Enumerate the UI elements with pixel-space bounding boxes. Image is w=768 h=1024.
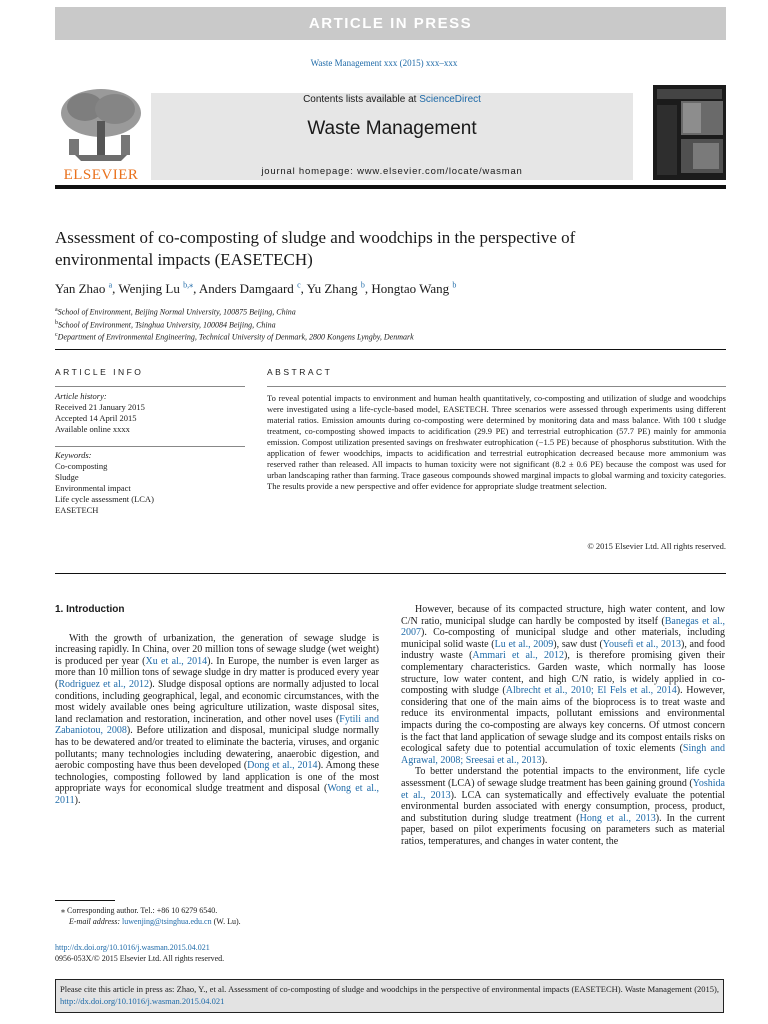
introduction-heading: 1. Introduction: [55, 604, 125, 615]
history-item: Accepted 14 April 2015: [55, 413, 137, 423]
history-item: Received 21 January 2015: [55, 402, 145, 412]
section-divider: [55, 349, 726, 350]
author: Anders Damgaard $^c$,: [198, 281, 307, 297]
author: Yan Zhao $^a$,: [55, 281, 119, 297]
body-text: ). Sludge disposal options are normally adjusted to local conditions, including geographical, legal, and economic circumstances, with the most widely available ones being agriculture utilization, waste disposal sites, land reclamation and restoration, incineration, and other novel uses (: [55, 678, 379, 725]
doi-link[interactable]: http://dx.doi.org/10.1016/j.wasman.2015.04.021: [55, 943, 210, 952]
keyword: Environmental impact: [55, 483, 131, 493]
citation-text: Please cite this article in press as: Zhao, Y., et al. Assessment of co-composting of sludge and woodchips in the perspective of environmental impacts (EASETECH). Waste Management (2015),: [60, 984, 719, 994]
elsevier-logo: [55, 85, 147, 183]
citation-link[interactable]: Yousefi et al., 2013: [602, 638, 681, 650]
journal-cover-icon: [653, 85, 726, 180]
journal-cover-thumbnail: [653, 85, 726, 180]
corresponding-author-footnote: [55, 905, 241, 927]
abstract-rule: [267, 386, 726, 387]
body-text: ).: [74, 794, 81, 806]
article-title: Assessment of co-composting of sludge and woodchips in the perspective of environmental impacts (EASETECH): [55, 228, 576, 269]
right-column: [401, 604, 725, 847]
keyword: EASETECH: [55, 505, 99, 515]
elsevier-wordmark: ELSEVIER: [63, 167, 139, 183]
author-list: [55, 281, 456, 297]
citation-link[interactable]: Hong et al., 2013: [579, 812, 656, 824]
body-text: With the growth of urbanization, the generation of sewage sludge is increasing rapidly. In China, over 20 million tons of sewage sludge (wet weight) is produced per year (: [55, 632, 379, 667]
doi-block: [55, 942, 224, 964]
article-info-heading: ARTICLE INFO: [55, 367, 144, 377]
citation-link[interactable]: Albrecht et al., 2010; El Fels et al., 2014: [505, 685, 677, 697]
sciencedirect-link[interactable]: ScienceDirect: [419, 94, 481, 105]
keywords: [55, 450, 154, 516]
keywords-label: Keywords:: [55, 450, 92, 460]
body-text: ), and food industry waste (: [401, 638, 726, 662]
citation-link[interactable]: Dong et al., 2014: [247, 760, 318, 772]
citation-link[interactable]: Xu et al., 2014: [145, 655, 208, 667]
intro-paragraph: [401, 766, 725, 847]
body-text: ), is therefore promising given their complementary characteristics. Garden waste, which normally has loose structure, low water content, and high C/N ratio, is widely applied in co-composting with sludge (: [401, 650, 725, 697]
affiliation-marker[interactable]: a: [108, 281, 113, 290]
affiliation: $^a$School of Environment, Beijing Normal University, 100875 Beijing, China: [55, 307, 296, 317]
author: Hongtao Wang $^b$: [371, 281, 457, 297]
citation-box: [55, 979, 724, 1013]
affiliation-marker[interactable]: b,⁎: [183, 281, 194, 290]
journal-reference[interactable]: Waste Management xxx (2015) xxx–xxx: [310, 58, 458, 68]
masthead-rule: [55, 185, 726, 189]
email-line: E-mail address: luwenjing@tsinghua.edu.cn (W. Lu).: [69, 917, 241, 926]
body-text: ). Co-composting of municipal sludge and other materials, including municipal solid waste (: [401, 627, 725, 650]
contents-line: [151, 94, 633, 105]
intro-paragraph: [401, 604, 725, 766]
issn-copyright: 0956-053X/© 2015 Elsevier Ltd. All rights reserved.: [55, 954, 225, 963]
history-label: Article history:: [55, 391, 107, 401]
body-text: To better understand the potential impacts to the environment, life cycle assessment (LCA) of sewage sludge treatment has been gaining ground (: [401, 766, 725, 789]
author-email-link[interactable]: luwenjing@tsinghua.edu.cn: [122, 917, 212, 926]
body-text: ). In the current paper, based on pilot experiments focusing on parameters such as material ratios, temperatures, and changes in water content, the: [401, 812, 725, 847]
intro-paragraph: [55, 633, 379, 807]
keyword: Co-composting: [55, 461, 108, 471]
body-text: ). Before utilization and disposal, municipal sludge normally has to be dewatered and/or treated to eliminate the bacteria, viruses, and organic pollutants; many technologies including dewatering, anaerobic digestion, and aerobic composting have thus been developed (: [55, 725, 379, 772]
body-text: However, because of its compacted structure, high water content, and low C/N ratio, municipal sludge can hardly be composted by itself (: [401, 604, 725, 627]
corresponding-author: ⁎ Corresponding author. Tel.: +86 10 6279 6540.: [61, 906, 218, 915]
elsevier-tree-icon: [55, 85, 147, 165]
history-item: Available online xxxx: [55, 424, 130, 434]
section-divider: [55, 573, 726, 574]
keyword: Life cycle assessment (LCA): [55, 494, 154, 504]
citation-link[interactable]: Fytili and Zabaniotou, 2008: [55, 713, 379, 737]
footnote-rule: [55, 900, 115, 901]
contents-prefix: Contents lists available at: [303, 94, 420, 105]
journal-masthead: [55, 85, 726, 183]
citation-link[interactable]: Singh and Agrawal, 2008; Sreesai et al., 2013: [401, 743, 725, 766]
body-text: ). Among these technologies, composting followed by land application is one of the most appropriate ways for economical sludge treatment and disposal (: [55, 760, 380, 795]
author: Yu Zhang $^b$,: [306, 281, 372, 297]
abstract-text: To reveal potential impacts to environment and human health quantitatively, co-composting and utilization of sludge and woodchips were investigated using a life-cycle-based model, EASETECH. Three scenarios were assessed through experiments using different material ratios. Emission amounts during co-composting were determined by monitoring data and mass balance. With 100 t sludge treatment, co-composting showed impacts to acidification (29.9 PE) and terrestrial eutrophication (57.7 PE) mainly for ammonia emission. Compost utilization presented savings on freshwater eutrophication (−1.5 PE) because of phosphorus substitution. With the application of fewer woodchips, impacts to acidification and terrestrial eutrophication decreased because more ammonium was reserved rather than released. All impacts to human toxicity were not significant (8.2 ± 0.6 PE) because the compost was used for urban landscaping rather than farming. Trace gaseous compounds showed marginal impacts to global warming and toxicity categories. The results provide a new perspective and offer evidence for appropriate sludge treatment selection.: [267, 393, 726, 491]
citation-link[interactable]: Ammari et al., 2012: [472, 650, 564, 662]
journal-title: Waste Management: [307, 118, 477, 139]
affiliation: $^b$School of Environment, Tsinghua University, 100084 Beijing, China: [55, 319, 276, 330]
journal-homepage[interactable]: journal homepage: www.elsevier.com/locate/wasman: [261, 166, 523, 177]
info-rule: [55, 386, 245, 387]
body-text: ). However, considering that one of the main aims of the bioprocess is to treat waste and reduce its environmental impacts, pollutant emissions and environmental impacts during the co-composting are always key concerns. Of utmost concern is the fact that land application of sewage sludge and its compost entails risks on ecological safety due to potential accumulation of toxic elements (: [401, 685, 725, 755]
info-rule: [55, 446, 245, 447]
body-text: ). In Europe, the number is even larger as more than 10 million tons of sewage sludge in dry matter is produced every year (: [55, 655, 380, 690]
masthead-center: [151, 93, 633, 180]
citation-doi-link[interactable]: http://dx.doi.org/10.1016/j.wasman.2015.04.021: [60, 996, 225, 1006]
author: Wenjing Lu $^{b,⁎}$,: [118, 281, 199, 297]
abstract-copyright: © 2015 Elsevier Ltd. All rights reserved.: [587, 541, 726, 551]
left-column: [55, 604, 379, 807]
citation-link[interactable]: Wong et al., 2011: [55, 783, 379, 806]
keyword: Sludge: [55, 472, 79, 482]
affiliation: $^c$Department of Environmental Engineering, Technical University of Denmark, 2800 Kongens Lyngby, Denmark: [55, 332, 414, 342]
citation-link[interactable]: Lu et al., 2009: [494, 638, 554, 650]
abstract-heading: ABSTRACT: [267, 367, 333, 377]
article-history: [55, 391, 145, 435]
affiliation-list: [55, 305, 414, 343]
affiliation-marker[interactable]: c: [297, 281, 301, 290]
article-in-press-banner: ARTICLE IN PRESS: [55, 7, 726, 40]
body-text: ).: [541, 754, 548, 766]
citation-link[interactable]: Banegas et al., 2007: [401, 615, 726, 639]
citation-link[interactable]: Yoshida et al., 2013: [401, 777, 725, 801]
body-text: ). LCA can systematically and effectively evaluate the potential environmental burden associated with energy consumption, process, product, and substitution during sludge treatment (: [401, 789, 726, 824]
citation-link[interactable]: Rodriguez et al., 2012: [58, 678, 149, 690]
body-text: ), saw dust (: [553, 638, 603, 650]
affiliation-marker[interactable]: b: [452, 281, 457, 290]
affiliation-marker[interactable]: b: [360, 281, 365, 290]
